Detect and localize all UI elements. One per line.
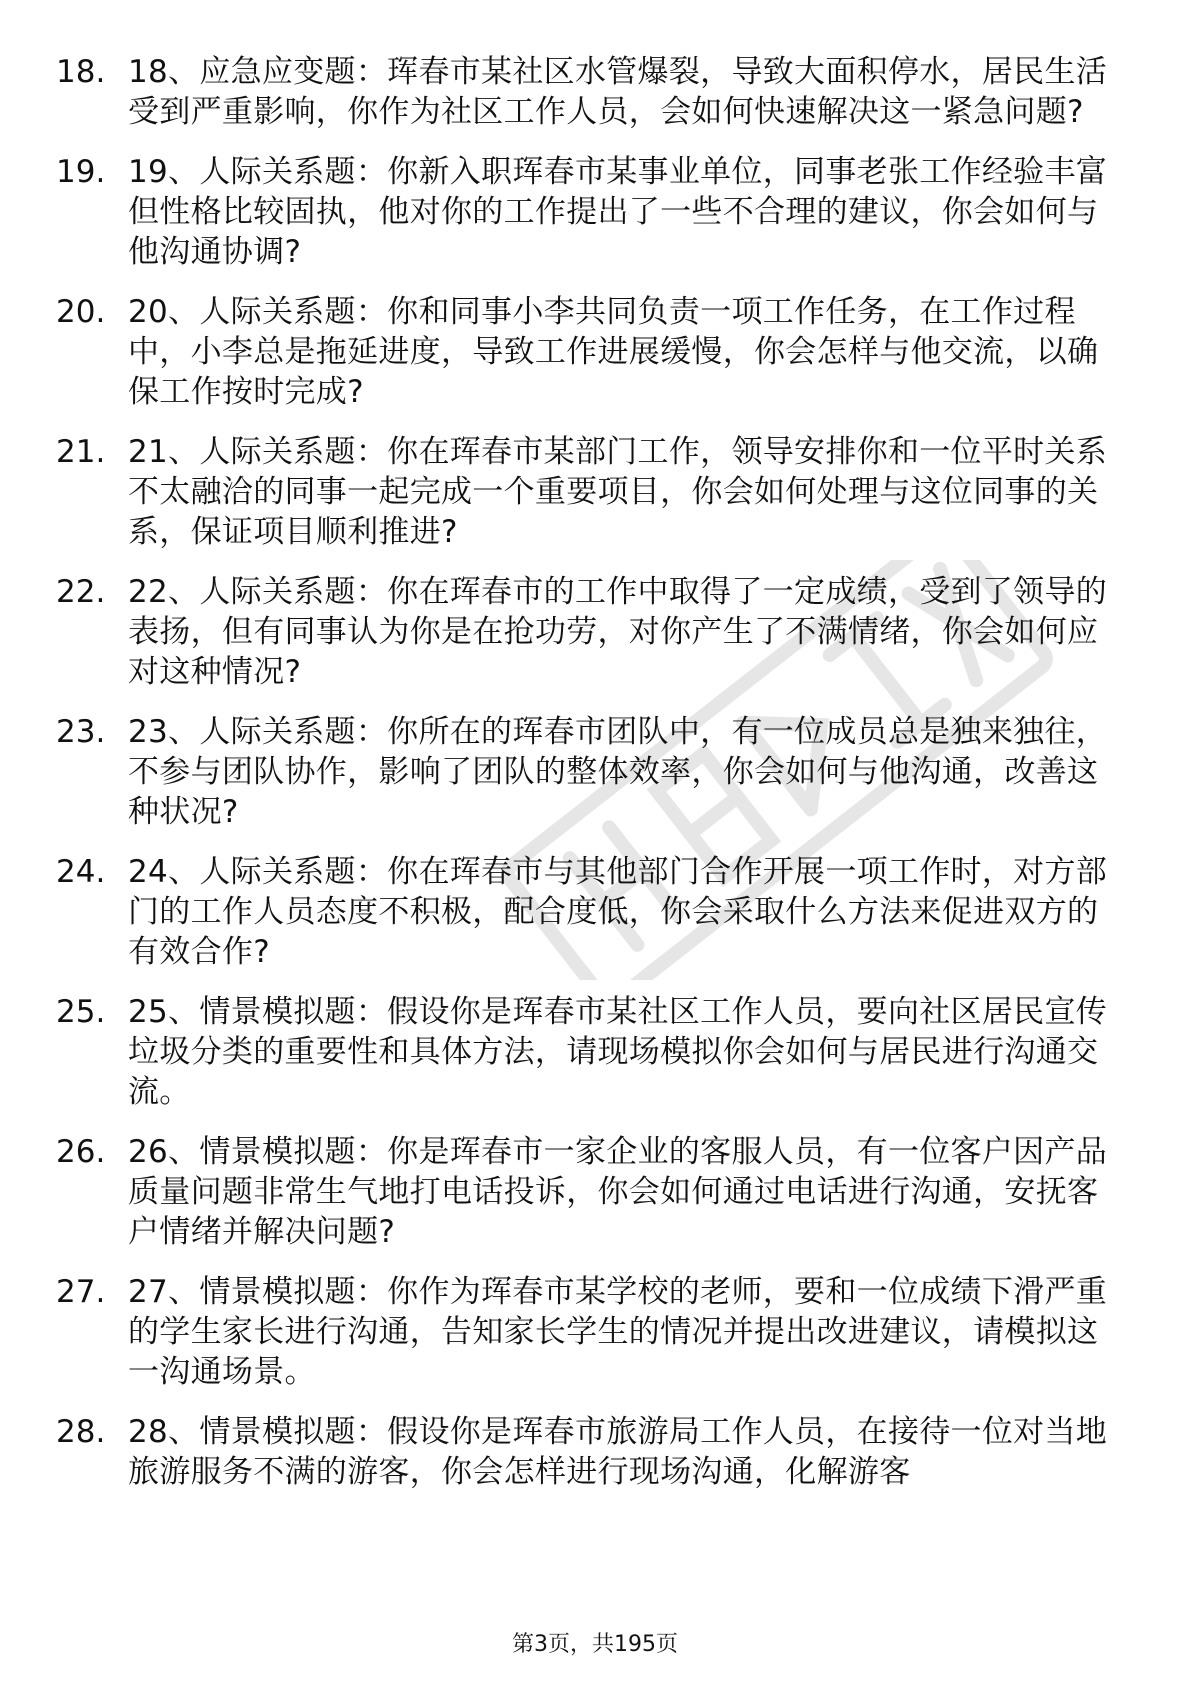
question-item-18	[56, 52, 1116, 132]
question-number: 20.	[56, 294, 106, 330]
question-text: 18、应急应变题：珲春市某社区水管爆裂，导致大面积停水，居民生活受到严重影响，你作为社区工作人员，会如何快速解决这一紧急问题?	[128, 54, 1108, 130]
question-text: 24、人际关系题：你在珲春市与其他部门合作开展一项工作时，对方部门的工作人员态度不积极，配合度低，你会采取什么方法来促进双方的有效合作?	[128, 854, 1108, 970]
question-item-21	[56, 432, 1116, 552]
question-text: 20、人际关系题：你和同事小李共同负责一项工作任务，在工作过程中，小李总是拖延进度，导致工作进展缓慢，你会怎样与他交流，以确保工作按时完成?	[128, 294, 1099, 410]
question-text: 26、情景模拟题：你是珲春市一家企业的客服人员，有一位客户因产品质量问题非常生气地打电话投诉，你会如何通过电话进行沟通，安抚客户情绪并解决问题?	[128, 1134, 1108, 1250]
question-item-25	[56, 992, 1116, 1112]
question-number: 23.	[56, 714, 106, 750]
question-item-26	[56, 1132, 1116, 1252]
question-list	[56, 52, 1116, 1512]
question-number: 21.	[56, 434, 106, 470]
question-item-20	[56, 292, 1116, 412]
question-item-22	[56, 572, 1116, 692]
question-item-23	[56, 712, 1116, 832]
question-number: 24.	[56, 854, 106, 890]
question-text: 21、人际关系题：你在珲春市某部门工作，领导安排你和一位平时关系不太融洽的同事一起完成一个重要项目，你会如何处理与这位同事的关系，保证项目顺利推进?	[128, 434, 1108, 550]
question-item-24	[56, 852, 1116, 972]
question-text: 23、人际关系题：你所在的珲春市团队中，有一位成员总是独来独往，不参与团队协作，影响了团队的整体效率，你会如何与他沟通，改善这种状况?	[128, 714, 1108, 830]
question-number: 19.	[56, 154, 106, 190]
question-item-27	[56, 1272, 1116, 1392]
question-item-19	[56, 152, 1116, 272]
question-text: 25、情景模拟题：假设你是珲春市某社区工作人员，要向社区居民宣传垃圾分类的重要性和具体方法，请现场模拟你会如何与居民进行沟通交流。	[128, 994, 1108, 1110]
question-number: 28.	[56, 1414, 106, 1450]
question-number: 25.	[56, 994, 106, 1030]
question-item-28	[56, 1412, 1116, 1492]
question-text: 19、人际关系题：你新入职珲春市某事业单位，同事老张工作经验丰富但性格比较固执，他对你的工作提出了一些不合理的建议，你会如何与他沟通协调?	[128, 154, 1108, 270]
question-number: 27.	[56, 1274, 106, 1310]
page-footer: 第3页，共195页	[512, 1632, 678, 1657]
question-text: 22、人际关系题：你在珲春市的工作中取得了一定成绩，受到了领导的表扬，但有同事认为你是在抢功劳，对你产生了不满情绪，你会如何应对这种情况?	[128, 574, 1108, 690]
question-text: 27、情景模拟题：你作为珲春市某学校的老师，要和一位成绩下滑严重的学生家长进行沟通，告知家长学生的情况并提出改进建议，请模拟这一沟通场景。	[128, 1274, 1108, 1390]
question-text: 28、情景模拟题：假设你是珲春市旅游局工作人员，在接待一位对当地旅游服务不满的游客，你会怎样进行现场沟通，化解游客	[128, 1414, 1108, 1490]
question-number: 22.	[56, 574, 106, 610]
question-number: 26.	[56, 1134, 106, 1170]
question-number: 18.	[56, 54, 106, 90]
